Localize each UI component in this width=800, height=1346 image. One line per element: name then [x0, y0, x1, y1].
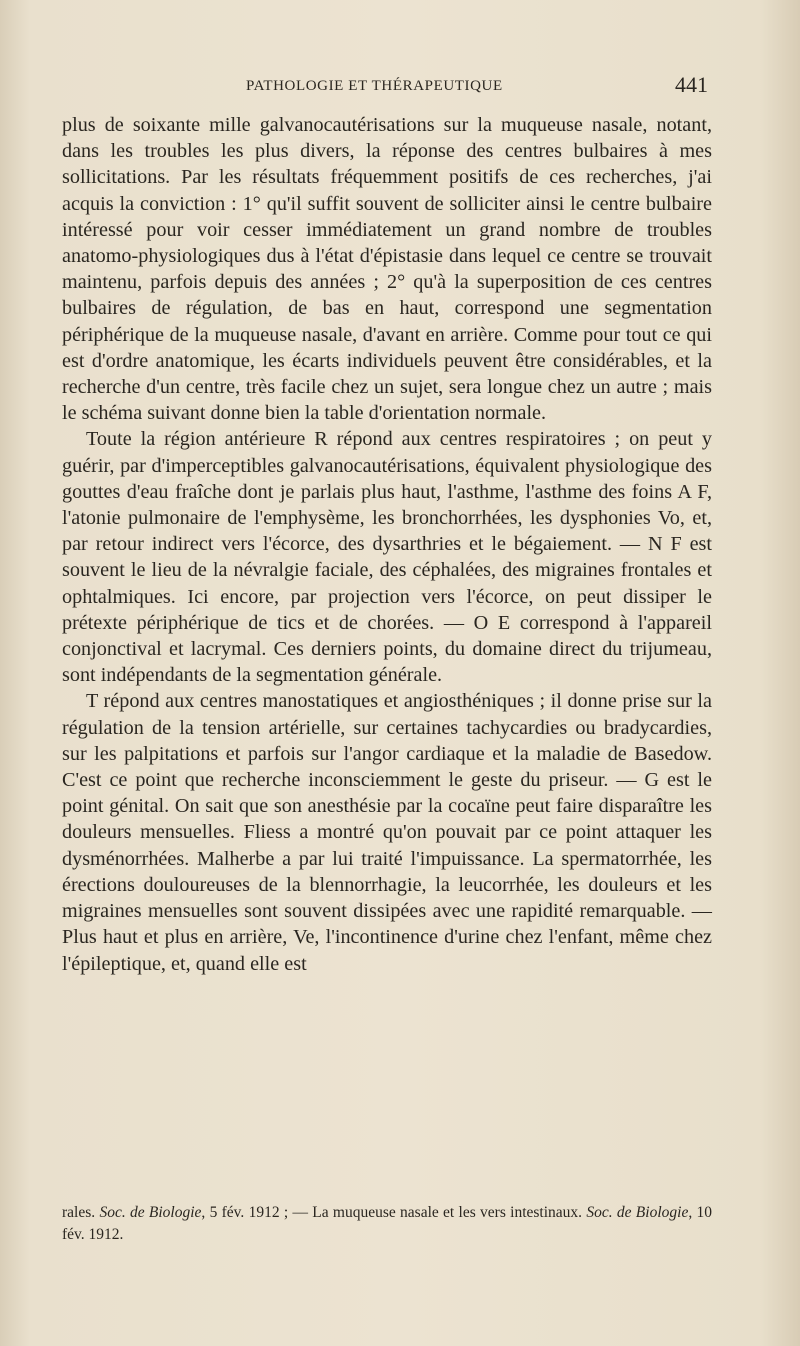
running-title: PATHOLOGIE ET THÉRAPEUTIQUE — [246, 78, 503, 94]
paragraph-2: Toute la région antérieure R répond aux centres respiratoires ; on peut y guérir, par d'imperceptibles galvanocautérisations, équivalent physiologique des gouttes d'eau fraîche dont je parlais plus haut, l'asthme, l'asthme des foins A F, l'atonie pulmonaire de l'emphysème, les bronchorrhées, les dysphonies Vo, et, par retour indirect vers l'écorce, des dysarthries et le bégaiement. — N F est souvent le lieu de la névralgie faciale, des céphalées, des migraines frontales et ophtalmiques. Ici encore, par projection vers l'écorce, on peut dissiper le prétexte périphérique de tics et de chorées. — O E correspond à l'appareil conjonctival et lacrymal. Ces derniers points, du domaine direct du trijumeau, sont indépendants de la segmentation générale. — [62, 428, 712, 687]
footnote-journal-1: Soc. de Biologie — [99, 1204, 202, 1221]
page-number: 441 — [675, 72, 708, 97]
footnote-journal-2: Soc. de Biologie — [586, 1204, 689, 1221]
footnote-date-1: , 5 fév. 1912 ; — La muqueuse nasale et les vers intestinaux. — [201, 1204, 587, 1221]
footnote-lead: rales. — [62, 1204, 100, 1221]
paragraph-3: T répond aux centres manostatiques et angiosthéniques ; il donne prise sur la régulation de la tension artérielle, sur certaines tachycardies ou bradycardies, sur les palpitations et parfois sur l'angor cardiaque et la maladie de Basedow. C'est ce point que recherche inconsciemment le geste du priseur. — G est le point génital. On sait que son anesthésie par la cocaïne peut faire disparaître les douleurs mensuelles. Fliess a montré qu'on pouvait par ce point attaquer les dysménorrhées. Malherbe a par lui traité l'impuissance. La spermatorrhée, les érections douloureuses de la blennorrhagie, la leucorrhée, les douleurs et les migraines mensuelles sont souvent dissipées avec une rapidité remarquable. — Plus haut et plus en arrière, Ve, l'incontinence d'urine chez l'enfant, même chez l'épileptique, et, quand elle est — [62, 690, 712, 975]
page-header — [62, 72, 710, 102]
footnote-date-2: , 10 fév. 1912. — [62, 1204, 712, 1243]
footnote — [62, 1202, 712, 1246]
body-text — [62, 112, 712, 977]
paragraph-1: plus de soixante mille galvanocautérisations sur la muqueuse nasale, notant, dans les troubles les plus divers, la réponse des centres bulbaires à mes sollicitations. Par les résultats fréquemment positifs de ces recherches, j'ai acquis la conviction : 1° qu'il suffit souvent de solliciter ainsi le centre bulbaire intéressé pour voir cesser immédiatement un grand nombre de troubles anatomo-physiologiques dus à l'état d'épistasie dans lequel ce centre se trouvait maintenu, parfois depuis des années ; 2° qu'à la superposition de ces centres bulbaires de régulation, de bas en haut, correspond une segmentation périphérique de la muqueuse nasale, d'avant en arrière. Comme pour tout ce qui est d'ordre anatomique, les écarts individuels peuvent être considérables, et la recherche d'un centre, très facile chez un sujet, sera longue chez un autre ; mais le schéma suivant donne bien la table d'orientation normale. — [62, 114, 712, 425]
